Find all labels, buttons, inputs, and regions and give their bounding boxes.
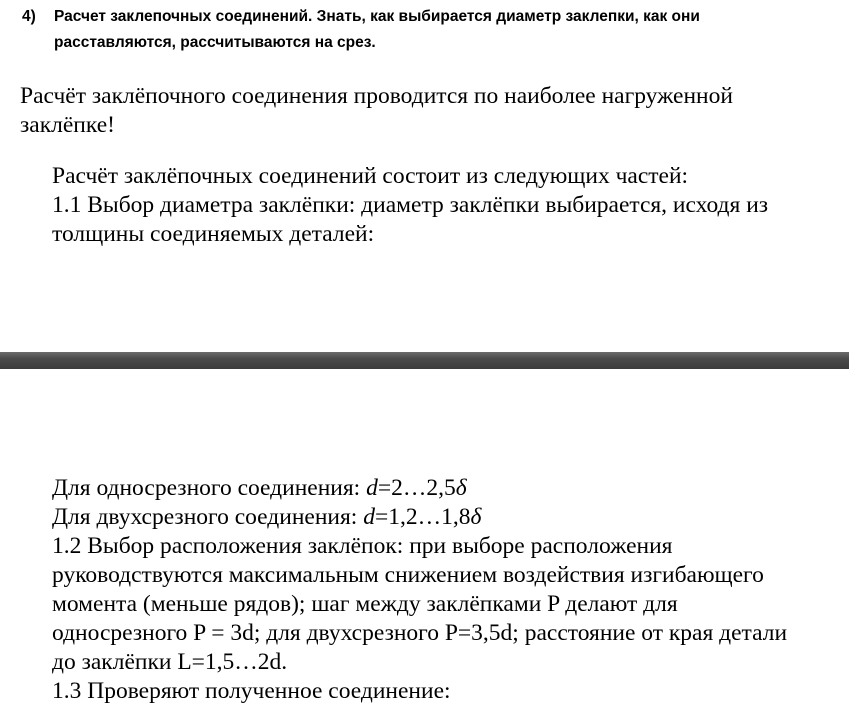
section-a-line-1: Расчёт заклёпочных соединений состоит из следующих частей:	[52, 163, 689, 189]
intro-line-1: Расчёт заклёпочного соединения проводится по наиболее нагруженной	[20, 83, 733, 109]
question-number: 4)	[22, 8, 36, 25]
formula-double-var: d	[363, 504, 375, 530]
question-heading	[22, 4, 822, 56]
section-b-line-6: 1.3 Проверяют полученное соединение:	[52, 678, 451, 704]
formula-single-shear	[52, 474, 842, 503]
formula-single-label: Для односрезного соединения:	[52, 475, 367, 501]
formula-double-label: Для двухсрезного соединения:	[52, 504, 364, 530]
formula-double-unit: δ	[470, 504, 482, 530]
intro-line-2: заклёпке!	[20, 112, 115, 138]
section-b-line-1: 1.2 Выбор расположения заклёпок: при выборе расположения	[52, 533, 673, 559]
section-b-line-2: руководствуются максимальным снижением воздействия изгибающего	[52, 562, 764, 588]
section-diameter	[52, 162, 832, 249]
intro-paragraph	[20, 82, 830, 140]
heading-line-1: Расчет заклепочных соединений. Знать, как выбирается диаметр заклепки, как они	[54, 8, 700, 25]
section-b-line-4: односрезного P = 3d; для двухсрезного P=3,5d; расстояние от края детали	[52, 620, 788, 646]
section-b-line-3: момента (меньше рядов); шаг между заклёпками P делают для	[52, 591, 678, 617]
heading-line-2: расставляются, рассчитываются на срез.	[54, 34, 376, 51]
section-b-line-5: до заклёпки L=1,5…2d.	[52, 649, 288, 675]
formula-single-unit: δ	[455, 475, 467, 501]
section-a-line-2: 1.1 Выбор диаметра заклёпки: диаметр заклёпки выбирается, исходя из	[52, 192, 769, 218]
section-a-line-3: толщины соединяемых деталей:	[52, 221, 375, 247]
section-layout	[52, 474, 842, 706]
formula-single-var: d	[366, 475, 378, 501]
formula-double-value: =1,2…1,8	[374, 504, 471, 530]
formula-single-value: =2…2,5	[377, 475, 456, 501]
formula-double-shear	[52, 503, 842, 532]
page-separator	[0, 352, 849, 369]
